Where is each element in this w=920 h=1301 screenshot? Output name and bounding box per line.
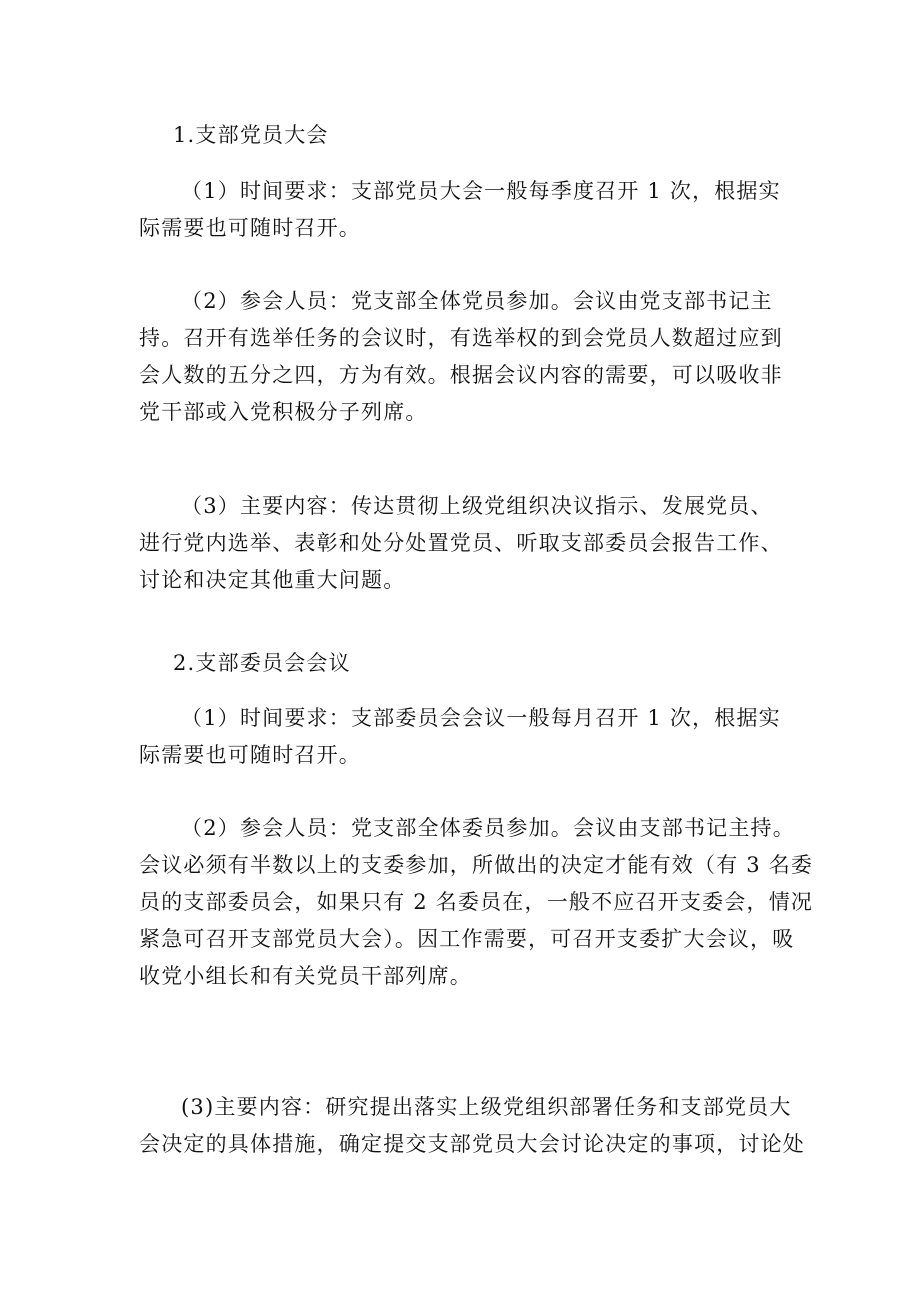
text-line: 进行党内选举、表彰和处分处置党员、听取支部委员会报告工作、 xyxy=(139,531,783,555)
text-line: 紧急可召开支部党员大会）。因工作需要，可召开支委扩大会议，吸 xyxy=(139,927,795,951)
text-line: 际需要也可随时召开。 xyxy=(139,743,361,767)
paragraph-1-1 xyxy=(139,173,781,247)
text-line: 1.支部党员大会 xyxy=(173,123,329,147)
paragraph-2-3 xyxy=(139,1089,805,1163)
text-line: 收党小组长和有关党员干部列席。 xyxy=(139,964,472,988)
text-line: 员的支部委员会，如果只有 2 名委员在，一般不应召开支委会，情况 xyxy=(139,890,814,914)
text-line: 会议必须有半数以上的支委参加，所做出的决定才能有效（有 3 名委 xyxy=(139,853,814,877)
text-line: 讨论和决定其他重大问题。 xyxy=(139,568,406,592)
paragraph-1-3 xyxy=(139,488,783,599)
text-line: （2）参会人员：党支部全体党员参加。会议由党支部书记主 xyxy=(181,289,773,313)
text-line: 际需要也可随时召开。 xyxy=(139,216,361,240)
text-line: （1）时间要求：支部委员会会议一般每月召开 1 次，根据实 xyxy=(181,706,781,730)
section-heading-2 xyxy=(173,645,351,682)
text-line: 党干部或入党积极分子列席。 xyxy=(139,400,428,424)
paragraph-2-2 xyxy=(139,810,814,995)
paragraph-1-2 xyxy=(139,283,783,431)
text-line: （2）参会人员：党支部全体委员参加。会议由支部书记主持。 xyxy=(181,816,795,840)
paragraph-2-1 xyxy=(139,700,781,774)
section-heading-1 xyxy=(173,117,329,154)
text-line: 会人数的五分之四，方为有效。根据会议内容的需要，可以吸收非 xyxy=(139,363,783,387)
text-line: 2.支部委员会会议 xyxy=(173,651,351,675)
text-line: （3）主要内容：传达贯彻上级党组织决议指示、发展党员、 xyxy=(181,494,773,518)
text-line: (3)主要内容：研究提出落实上级党组织部署任务和支部党员大 xyxy=(181,1095,792,1119)
text-line: 持。召开有选举任务的会议时，有选举权的到会党员人数超过应到 xyxy=(139,326,783,350)
text-line: 会决定的具体措施，确定提交支部党员大会讨论决定的事项，讨论处 xyxy=(139,1132,805,1156)
text-line: （1）时间要求：支部党员大会一般每季度召开 1 次，根据实 xyxy=(181,179,781,203)
